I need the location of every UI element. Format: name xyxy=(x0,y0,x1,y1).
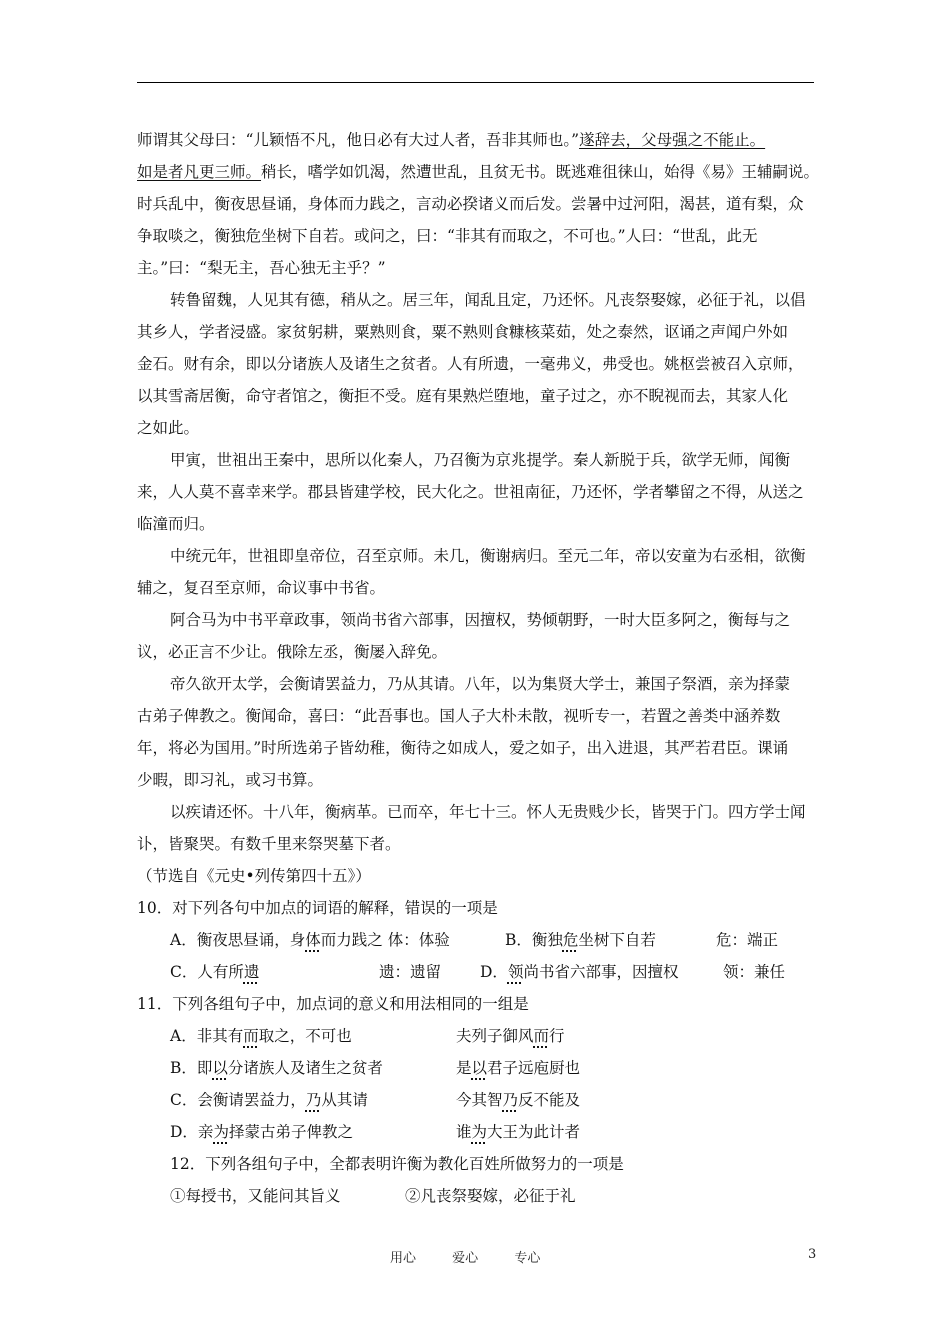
footer-word: 专心 xyxy=(514,1251,541,1266)
paragraph-start: 阿合马为中书平章政事，领尚书省六部事，因擅权，势倾朝野，一时大臣多阿之，衡每与之 xyxy=(170,611,791,629)
q10-option-a xyxy=(170,924,450,956)
source-citation: （节选自《元史•列传第四十五》） xyxy=(137,867,371,885)
dotted-word: 以 xyxy=(471,1059,488,1077)
text-run: 行 xyxy=(549,1027,565,1045)
dotted-word: 危 xyxy=(562,931,579,949)
underlined-sentence: 遂辞去，父母强之不能止。 xyxy=(579,131,766,149)
text-run: 分诸族人及诸生之贫者 xyxy=(227,1059,383,1077)
option-label: D． xyxy=(480,963,508,981)
text-line: 古弟子俾教之。衡闻命，喜曰：“此吾事也。国人子大朴未散，视听专一，若置之善类中涵养数 xyxy=(137,707,781,725)
text-run: 而力践之 xyxy=(320,931,383,949)
dotted-word: 体 xyxy=(305,931,321,949)
dotted-word: 为 xyxy=(213,1123,229,1141)
q11-option-d xyxy=(170,1116,820,1148)
q12-item-1: ①每授书，又能问其旨义 xyxy=(170,1187,341,1205)
q12-item-2: ②凡丧祭娶嫁，必征于礼 xyxy=(405,1187,576,1205)
q10-row-ab xyxy=(170,924,820,956)
text-run: 谁 xyxy=(456,1123,472,1141)
option-right xyxy=(456,1116,580,1148)
text-line: 其乡人，学者浸盛。家贫躬耕，粟熟则食，粟不熟则食糠核菜茹，处之泰然，讴诵之声闻户外如 xyxy=(137,323,789,341)
option-left xyxy=(170,1020,352,1052)
text-line: 之如此。 xyxy=(137,419,200,437)
text-run: 反不能及 xyxy=(518,1091,581,1109)
q10-option-b xyxy=(505,924,656,956)
option-left xyxy=(170,1084,368,1116)
q10-row-cd xyxy=(170,956,820,988)
q10-option-c-gloss: 遗：遗留 xyxy=(379,963,442,981)
text-run: 人有所 xyxy=(197,963,244,981)
q10-option-b-gloss: 危：端正 xyxy=(716,931,779,949)
option-right xyxy=(456,1052,580,1084)
text-run: 今其智 xyxy=(456,1091,503,1109)
footer-word: 爱心 xyxy=(452,1251,479,1266)
dotted-word: 而 xyxy=(243,1027,259,1045)
paragraph-start: 以疾请还怀。十八年，衡病革。已而卒，年七十三。怀人无贵贱少长，皆哭于门。四方学士闻 xyxy=(170,803,806,821)
paragraph-start: 帝久欲开太学，会衡请罢益力，乃从其请。八年，以为集贤大学士，兼国子祭酒，亲为择蒙 xyxy=(170,675,791,693)
text-run: 稍长，嗜学如饥渴，然遭世乱，且贫无书。既逃难徂徕山，始得《易》王辅嗣说。 xyxy=(261,163,820,181)
q11-option-a xyxy=(170,1020,820,1052)
text-line xyxy=(137,156,820,188)
passage xyxy=(137,124,820,924)
paragraph-start: 甲寅，世祖出王秦中，思所以化秦人，乃召衡为京兆提学。秦人新脱于兵，欲学无师，闻衡 xyxy=(170,451,791,469)
question-10-stem: 10．对下列各句中加点的词语的解释，错误的一项是 xyxy=(137,899,498,917)
gloss: 体：体验 xyxy=(387,931,450,949)
text-run: 取之，不可也 xyxy=(258,1027,352,1045)
text-run: 是 xyxy=(456,1059,472,1077)
text-line: 来，人人莫不喜幸来学。郡县皆建学校，民大化之。世祖南征，乃还怀，学者攀留之不得，从送之 xyxy=(137,483,804,501)
text-run: 夫列子御风 xyxy=(456,1027,534,1045)
text-line: 主。”曰：“梨无主，吾心独无主乎？” xyxy=(137,259,386,277)
q11-option-b xyxy=(170,1052,820,1084)
text-run: 大王为此计者 xyxy=(487,1123,581,1141)
option-right xyxy=(456,1020,565,1052)
text-run: 衡夜思昼诵，身 xyxy=(196,931,306,949)
text-run: 坐树下自若 xyxy=(578,931,656,949)
q10-option-d xyxy=(480,956,678,988)
text-run: 师谓其父母曰：“儿颖悟不凡，他日必有大过人者，吾非其师也。” xyxy=(137,131,580,149)
page-number: 3 xyxy=(808,1247,817,1262)
dotted-word: 遗 xyxy=(243,963,260,981)
text-line: 金石。财有余，即以分诸族人及诸生之贫者。人有所遗，一毫弗义，弗受也。姚枢尝被召入京师， xyxy=(137,355,804,373)
footer-slogan xyxy=(390,1247,572,1266)
dotted-word: 为 xyxy=(471,1123,488,1141)
option-label: A． xyxy=(170,931,197,949)
option-left xyxy=(170,1052,383,1084)
text-run: 衡独 xyxy=(531,931,563,949)
paragraph-start: 转鲁留魏，人见其有德，稍从之。居三年，闻乱且定，乃还怀。凡丧祭娶嫁，必征于礼，以倡 xyxy=(170,291,806,309)
q10-option-d-gloss: 领：兼任 xyxy=(723,963,786,981)
underlined-sentence: 如是者凡更三师。 xyxy=(137,163,262,181)
text-line: 少暇，即习礼，或习书算。 xyxy=(137,771,324,789)
text-run: C．会衡请罢益力， xyxy=(170,1091,306,1109)
text-line: 议，必正言不少让。俄除左丞，衡屡入辞免。 xyxy=(137,643,448,661)
text-line: 讣，皆聚哭。有数千里来祭哭墓下者。 xyxy=(137,835,401,853)
question-12-stem: 12．下列各组句子中，全都表明许衡为教化百姓所做努力的一项是 xyxy=(170,1155,624,1173)
text-line: 年，将必为国用。”时所选弟子皆幼稚，衡待之如成人，爱之如子，出入进退，其严若君臣。课诵 xyxy=(137,739,789,757)
footer-word: 用心 xyxy=(390,1251,417,1266)
q11-option-c xyxy=(170,1084,820,1116)
q10-option-c xyxy=(170,956,259,988)
header-rule xyxy=(137,82,814,83)
text-run: D．亲 xyxy=(170,1123,214,1141)
option-label: B． xyxy=(505,931,532,949)
text-line: 时兵乱中，衡夜思昼诵，身体而力践之，言动必揆诸义而后发。尝暑中过河阳，渴甚，道有梨，众 xyxy=(137,195,804,213)
text-run: B．即 xyxy=(170,1059,213,1077)
dotted-word: 乃 xyxy=(305,1091,322,1109)
text-line: 以其雪斋居衡，命守者馆之，衡拒不受。庭有果熟烂堕地，童子过之，亦不睨视而去，其家人化 xyxy=(137,387,789,405)
dotted-word: 领 xyxy=(507,963,524,981)
text-run: 择蒙古弟子俾教之 xyxy=(228,1123,353,1141)
option-label: C． xyxy=(170,963,198,981)
text-line: 临潼而归。 xyxy=(137,515,215,533)
option-right xyxy=(456,1084,580,1116)
dotted-word: 乃 xyxy=(502,1091,519,1109)
option-left xyxy=(170,1116,353,1148)
text-run: 从其请 xyxy=(321,1091,368,1109)
question-11-stem: 11．下列各组句子中，加点词的意义和用法相同的一组是 xyxy=(137,995,529,1013)
text-run: A．非其有 xyxy=(170,1027,244,1045)
dotted-word: 以 xyxy=(212,1059,228,1077)
text-line: 争取啖之，衡独危坐树下自若。或问之，曰：“非其有而取之，不可也。”人曰：“世乱，此无 xyxy=(137,227,758,245)
text-line xyxy=(137,124,814,156)
text-run: 尚书省六部事，因擅权 xyxy=(523,963,679,981)
dotted-word: 而 xyxy=(533,1027,550,1045)
q12-items xyxy=(170,1180,820,1212)
paragraph-start: 中统元年，世祖即皇帝位，召至京师。未几，衡谢病归。至元二年，帝以安童为右丞相，欲衡 xyxy=(170,547,806,565)
text-line: 辅之，复召至京师，命议事中书省。 xyxy=(137,579,386,597)
text-run: 君子远庖厨也 xyxy=(487,1059,581,1077)
